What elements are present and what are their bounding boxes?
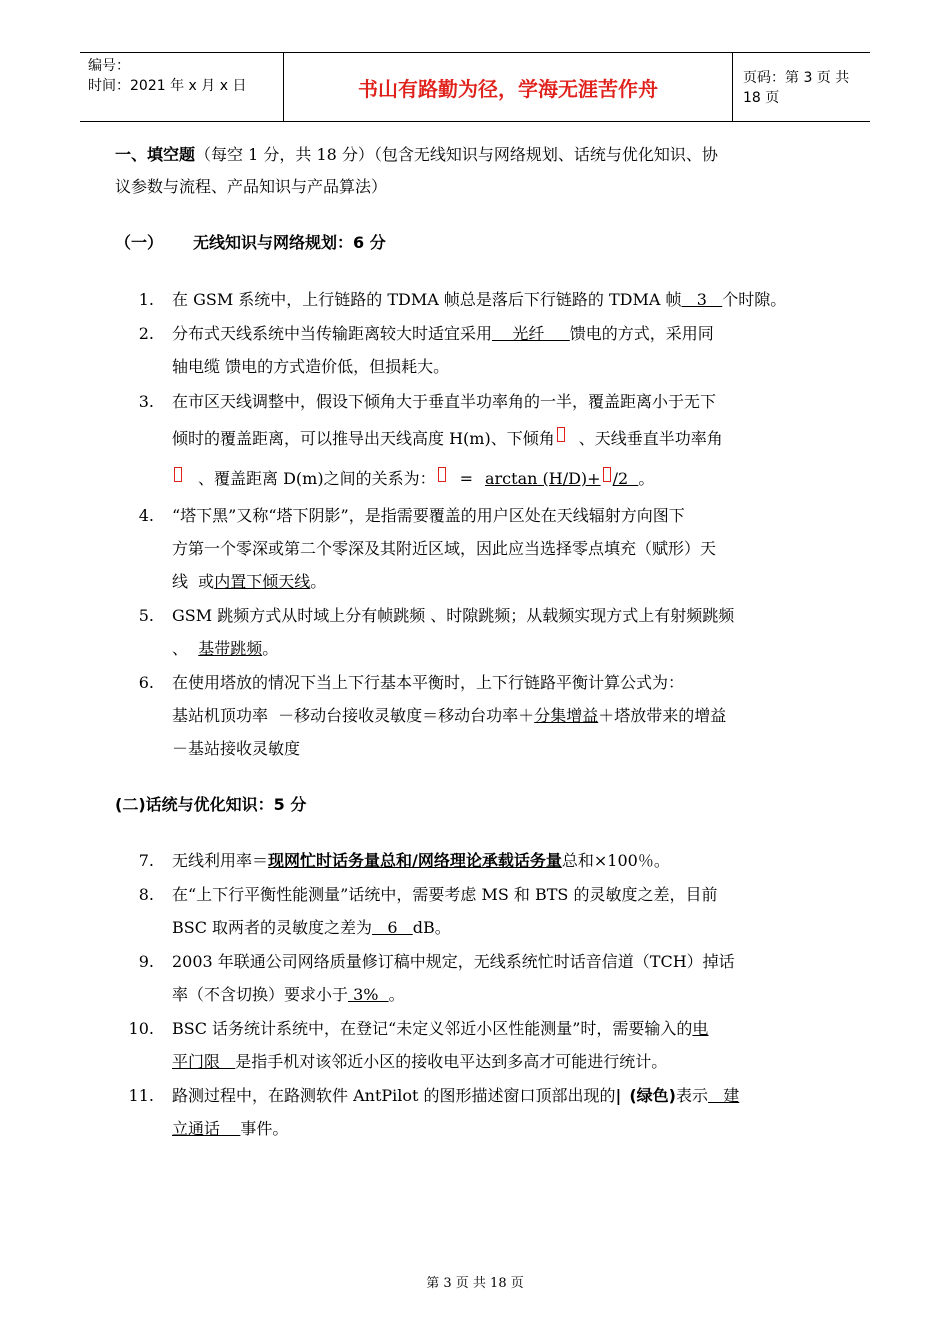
question-3-line-3: 、覆盖距离 D(m)之间的关系为： = arctan (H/D)+ /2 。: [172, 467, 654, 491]
subsection-1-title: [115, 231, 386, 255]
question-3-number: 3.: [138, 392, 154, 411]
question-8-line-1: 在“上下行平衡性能测量”话统中，需要考虑 MS 和 BTS 的灵敏度之差，目前: [172, 885, 718, 904]
question-2-line-2: 轴电缆 馈电的方式造价低，但损耗大。: [172, 357, 450, 376]
page-header: [80, 52, 870, 122]
question-11-number: 11.: [128, 1086, 154, 1105]
question-10-line-2: 平门限 是指手机对该邻近小区的接收电平达到多高才可能进行统计。: [172, 1052, 668, 1071]
question-10-number: 10.: [128, 1019, 154, 1038]
question-3-line-1: 在市区天线调整中，假设下倾角大于垂直半功率角的一半，覆盖距离小于无下: [172, 392, 717, 411]
question-3-answer: arctan (H/D)+ /2: [484, 469, 639, 488]
question-4-line-1: “塔下黑”又称“塔下阴影”，是指需要覆盖的用户区处在天线辐射方向图下: [172, 506, 685, 525]
question-10-answer-part-2: 平门限: [172, 1052, 236, 1071]
question-6-answer: 分集增益: [534, 706, 599, 725]
missing-symbol-icon: [557, 427, 565, 442]
question-2-line-1: 分布式天线系统中当传输距离较大时适宜采用 光纤 馈电的方式，采用同: [172, 324, 714, 343]
document-time-label: 时间：2021 年 x 月 x 日: [88, 78, 247, 94]
question-7: 无线利用率＝现网忙时话务量总和/网络理论承载话务量总和×100％。: [172, 851, 670, 870]
question-6-line-3: －基站接收灵敏度: [172, 739, 301, 758]
question-5-line-2: 、 基带跳频。: [172, 639, 279, 658]
question-11-line-1: 路测过程中，在路测软件 AntPilot 的图形描述窗口顶部出现的| (绿色)表示 建: [172, 1086, 740, 1105]
section-title-line: [115, 143, 718, 167]
question-6-line-1: 在使用塔放的情况下当上下行基本平衡时，上下行链路平衡计算公式为：: [172, 673, 685, 692]
question-9-answer: 3%: [348, 985, 389, 1004]
question-4-number: 4.: [138, 506, 154, 525]
question-11-bar: |: [615, 1086, 622, 1105]
page-footer: 第 3 页 共 18 页: [426, 1276, 524, 1291]
header-meta: [80, 53, 283, 121]
question-10-answer-part-1: 电: [692, 1019, 709, 1038]
question-11-answer-part-1: 建: [708, 1086, 740, 1105]
document-number-label: 编号：: [88, 58, 130, 74]
subsection-2-title: (二)话统与优化知识：5 分: [115, 795, 307, 814]
question-8-number: 8.: [138, 885, 154, 904]
question-4-line-3: 线 或内置下倾天线。: [172, 572, 327, 591]
question-4-answer: 内置下倾天线: [214, 572, 311, 591]
question-9-line-2: 率（不含切换）要求小于 3% 。: [172, 985, 405, 1004]
question-3-line-2: 倾时的覆盖距离，可以推导出天线高度 H(m)、下倾角 、天线垂直半功率角: [172, 429, 723, 448]
question-7-number: 7.: [138, 851, 154, 870]
question-2-answer: 光纤: [492, 324, 570, 343]
question-11-color: (绿色): [629, 1086, 676, 1105]
missing-symbol-icon: [438, 467, 446, 482]
question-5-number: 5.: [138, 606, 154, 625]
question-11-answer-part-2: 立通话: [172, 1119, 241, 1138]
question-6-number: 6.: [138, 673, 154, 692]
question-6-line-2: 基站机顶功率 －移动台接收灵敏度＝移动台功率＋分集增益＋塔放带来的增益: [172, 706, 727, 725]
question-9-number: 9.: [138, 952, 154, 971]
question-2-number: 2.: [138, 324, 154, 343]
section-title: 一、填空题: [115, 145, 196, 164]
section-desc-2: 议参数与流程、产品知识与产品算法）: [115, 177, 388, 196]
question-8-answer: 6: [372, 918, 413, 937]
section-desc-1: （每空 1 分，共 18 分）（包含无线知识与网络规划、话统与优化知识、协: [195, 145, 718, 164]
subsection-1-number: （一）: [115, 233, 164, 252]
question-5-line-1: GSM 跳频方式从时域上分有帧跳频 、时隙跳频；从载频实现方式上有射频跳频: [172, 606, 735, 625]
question-8-line-2: BSC 取两者的灵敏度之差为 6 dB。: [172, 918, 451, 937]
question-10-line-1: BSC 话务统计系统中，在登记“未定义邻近小区性能测量”时，需要输入的电: [172, 1019, 709, 1038]
header-motto: 书山有路勤为径，学海无涯苦作舟: [283, 53, 733, 121]
missing-symbol-icon: [174, 467, 182, 482]
question-1-number: 1.: [138, 290, 154, 309]
question-1-answer: 3: [681, 290, 723, 309]
question-5-answer: 基带跳频: [198, 639, 263, 658]
question-1: 在 GSM 系统中，上行链路的 TDMA 帧总是落后下行链路的 TDMA 帧 3 个时隙。: [172, 290, 787, 309]
question-9-line-1: 2003 年联通公司网络质量修订稿中规定，无线系统忙时话音信道（TCH）掉话: [172, 952, 735, 971]
subsection-1-label: 无线知识与网络规划：6 分: [193, 233, 386, 252]
question-11-line-2: 立通话 事件。: [172, 1119, 289, 1138]
question-7-answer: 现网忙时话务量总和/网络理论承载话务量: [268, 851, 562, 870]
header-page-info: 页码：第 3 页 共 18 页: [743, 70, 850, 106]
missing-symbol-icon: [603, 467, 611, 482]
question-4-line-2: 方第一个零深或第二个零深及其附近区域，因此应当选择零点填充（赋形）天: [172, 539, 717, 558]
